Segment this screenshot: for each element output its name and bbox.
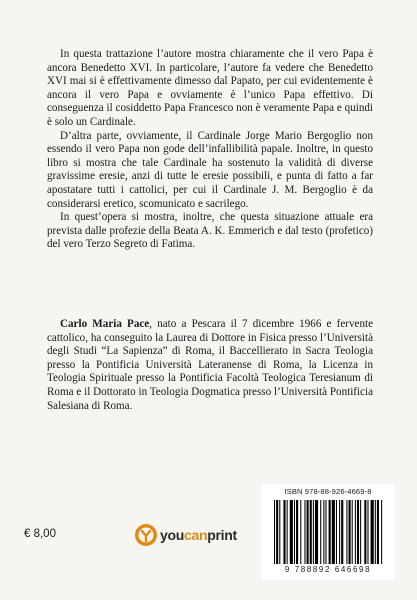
youcanprint-logo-icon xyxy=(134,523,158,547)
author-bio xyxy=(47,318,373,413)
barcode-bar xyxy=(349,500,351,564)
barcode-bar xyxy=(283,500,285,564)
barcode-bar xyxy=(381,500,382,564)
barcode-bar xyxy=(290,500,293,564)
summary-paragraph: In quest’opera si mostra, inoltre, che questa situazione attuale era prevista dalle profezie della Beata A. K. Emmerich e dal testo (profetico) del vero Terzo Segreto di Fatima. xyxy=(47,211,373,251)
barcode-bar xyxy=(294,500,295,564)
barcode-bar xyxy=(341,500,343,564)
barcode-bar xyxy=(307,500,309,564)
barcode-digits: 9 788892 646698 xyxy=(284,565,372,574)
barcode-bar xyxy=(352,500,353,564)
barcode-bar xyxy=(360,500,361,564)
summary-paragraph: In questa trattazione l’autore mostra chiaramente che il vero Papa è ancora Benedetto XVI. In particolare, l’autore fa vedere che Benedetto XVI mai si è effettivamente dimesso dal Papato, per cui evidentemente è ancora il vero Papa e ovviamente è l’unico Papa effettivo. Di conseguenza il cosiddetto Papa Francesco non è veramente Papa e quindi è solo un Cardinale. xyxy=(47,48,373,128)
barcode-bar xyxy=(346,500,347,564)
barcode-bar xyxy=(315,500,318,564)
barcode-bar xyxy=(279,500,280,564)
author-bio-text: , nato a Pescara il 7 dicembre 1966 e fervente cattolico, ha conseguito la Laurea di Dottore in Fisica presso l’Università degli Studi “La Sapienza” di Roma, il Baccellierato in Sacra Teologia presso la Pontificia Università Lateranense di Roma, la Licenza in Teologia Spirituale presso la Pontificia Facoltà Teologica Teresianum di Roma e il Dottorato in Teologia Dogmatica presso l’Università Pontificia Salesiana di Roma. xyxy=(47,318,373,412)
barcode-bar xyxy=(274,500,275,564)
book-summary xyxy=(47,48,373,252)
barcode-bar xyxy=(377,500,379,564)
price: € 8,00 xyxy=(24,528,56,540)
barcode-bar xyxy=(332,500,335,564)
barcode-bar xyxy=(320,500,321,564)
barcode xyxy=(272,500,386,564)
barcode-bar xyxy=(276,500,278,564)
publisher-logo xyxy=(134,523,237,547)
barcode-bar xyxy=(304,500,305,564)
publisher-name: youcanprint xyxy=(160,527,237,543)
barcode-bar xyxy=(371,500,374,564)
isbn-text: ISBN 978-88-926-4669-8 xyxy=(284,487,372,496)
barcode-bar xyxy=(300,500,301,564)
barcode-bar xyxy=(313,500,314,564)
author-bio-paragraph xyxy=(47,318,373,413)
barcode-bar xyxy=(375,500,376,564)
barcode-bar xyxy=(367,500,368,564)
barcode-bar xyxy=(357,500,359,564)
barcode-bar xyxy=(336,500,337,564)
barcode-bar xyxy=(287,500,288,564)
barcode-bar xyxy=(296,500,298,564)
barcode-bar xyxy=(355,500,356,564)
barcode-bar xyxy=(310,500,312,564)
summary-paragraph: D’altra parte, ovviamente, il Cardinale Jorge Mario Bergoglio non essendo il vero Papa non gode dell’infallibilità papale. Inoltre, in questo libro si mostra che tale Cardinale ha sostenuto la validità di diverse gravissime eresie, anzi di tutte le eresie possibili, e punta di fatto a far apostatare tutti i cattolici, per cui il Cardinale J. M. Bergoglio è da considerarsi eretico, scomunicato e sacrilego. xyxy=(47,129,373,210)
barcode-bar xyxy=(325,500,326,564)
barcode-bar xyxy=(329,500,331,564)
barcode-bar xyxy=(339,500,340,564)
barcode-bar xyxy=(323,500,324,564)
author-name: Carlo Maria Pace xyxy=(60,318,150,330)
barcode-label xyxy=(262,484,394,580)
barcode-bar xyxy=(364,500,366,564)
